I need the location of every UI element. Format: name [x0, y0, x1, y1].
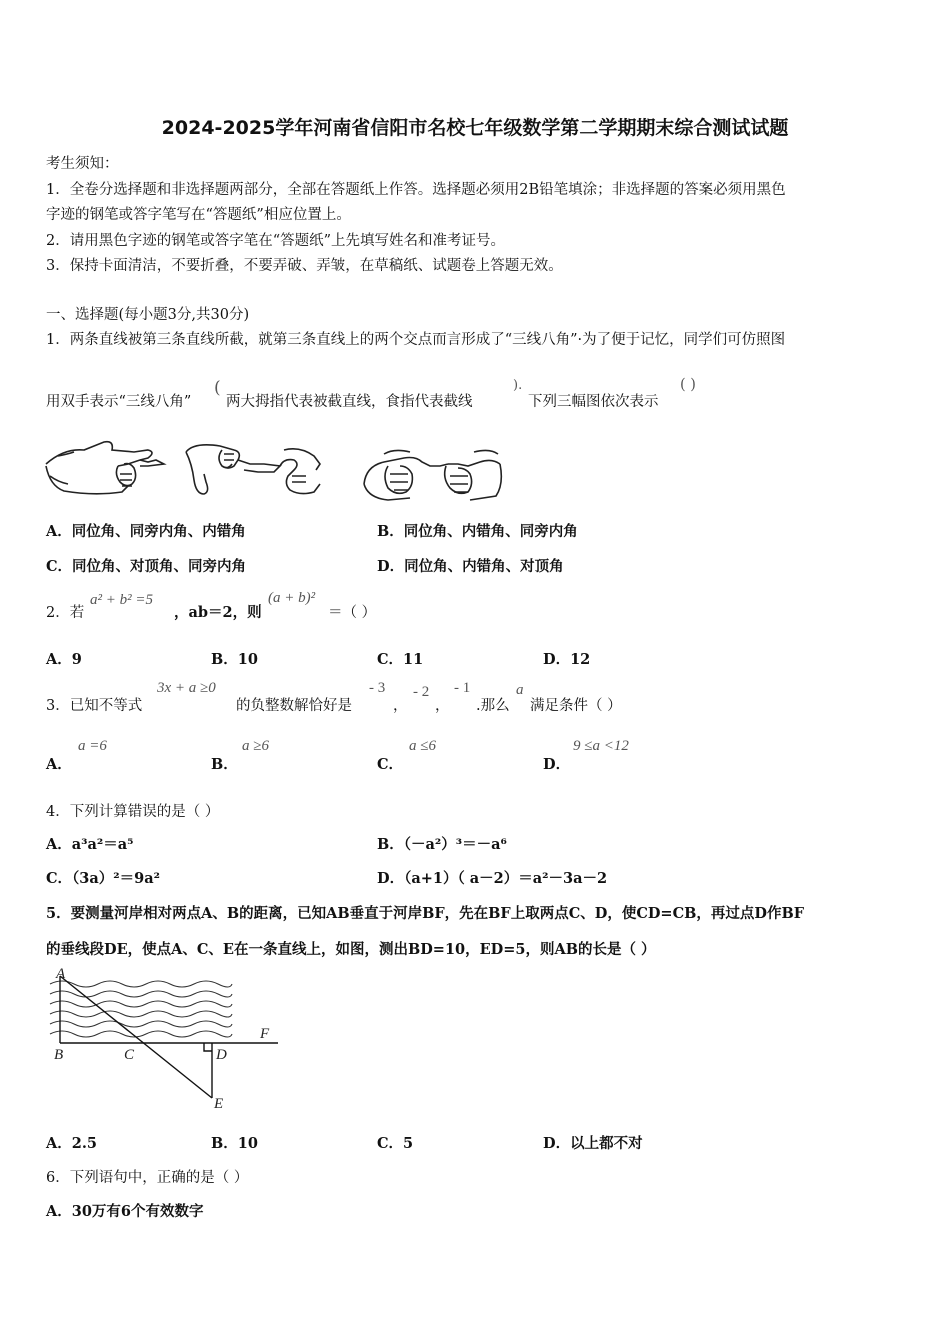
- q5-stem-line1: 5．要测量河岸相对两点A、B的距离，已知AB垂直于河岸BF，先在BF上取两点C、D，使CD=CB，再过点D作BF: [46, 905, 804, 922]
- label-e: E: [214, 1096, 224, 1112]
- q2-stem-prefix: 2．若: [46, 605, 85, 621]
- q1-stem-line1: 1．两条直线被第三条直线所截，就第三条直线上的两个交点而言形成了“三线八角”·为了便于记忆，同学们可仿照图: [46, 332, 786, 348]
- q3-option-d[interactable]: 9 ≤a <12: [573, 738, 629, 754]
- q3-comma-2: ，: [435, 698, 450, 714]
- q6-stem: 6．下列语句中，正确的是（ ）: [46, 1170, 249, 1186]
- q1-option-d[interactable]: D．同位角、内错角、对顶角: [377, 558, 564, 575]
- q2-stem-middle: ，ab＝2，则: [174, 604, 262, 621]
- q3-value-2: - 2: [413, 684, 430, 700]
- label-b: B: [54, 1047, 64, 1063]
- q1-stem-line2b: 两大拇指代表被截直线，食指代表截线: [226, 394, 473, 410]
- q3-var-a: a: [516, 682, 524, 698]
- q5-option-b[interactable]: B．10: [211, 1135, 258, 1152]
- notice-line-3: 3．保持卡面清洁，不要折叠，不要弄破、弄皱，在草稿纸、试题卷上答题无效。: [46, 258, 563, 274]
- page-title: 2024-2025学年河南省信阳市名校七年级数学第二学期期末综合测试试题: [161, 117, 789, 139]
- q5-stem-line2: 的垂线段DE，使点A、C、E在一条直线上，如图，测出BD=10，ED=5，则AB的长是（ ）: [46, 941, 656, 958]
- q2-option-d[interactable]: D．12: [543, 651, 591, 668]
- hand-figure-1: [46, 442, 164, 494]
- label-c: C: [124, 1047, 135, 1063]
- q1-option-b[interactable]: B．同位角、内错角、同旁内角: [377, 523, 578, 540]
- q1-paren-open: (: [214, 378, 221, 398]
- q3-value-1: - 3: [369, 680, 386, 696]
- q6-option-a[interactable]: A．30万有6个有效数字: [46, 1203, 204, 1220]
- q3-stem-then: .那么: [476, 698, 510, 714]
- q4-option-d[interactable]: D．（a+1）（ a－2）＝a²－3a－2: [377, 870, 608, 887]
- hand-figure-3: [364, 450, 501, 500]
- hand-figure-2: [186, 445, 320, 494]
- q4-stem: 4．下列计算错误的是（ ）: [46, 804, 220, 820]
- q4-option-c[interactable]: C．（3a）²＝9a²: [46, 870, 160, 887]
- q1-answer-blank: ( ): [680, 377, 696, 393]
- q2-option-b[interactable]: B．10: [211, 651, 258, 668]
- q3-option-b-label[interactable]: B．: [211, 756, 238, 773]
- q3-stem-middle: 的负整数解恰好是: [236, 698, 352, 714]
- label-a: A: [56, 966, 66, 982]
- q3-option-c[interactable]: a ≤6: [409, 738, 436, 754]
- q3-option-a-label[interactable]: A．: [46, 756, 72, 773]
- notice-line-2: 2．请用黑色字迹的钢笔或答字笔在“答题纸”上先填写姓名和准考证号。: [46, 233, 506, 249]
- q5-option-c[interactable]: C．5: [377, 1135, 414, 1152]
- q3-option-b[interactable]: a ≥6: [242, 738, 269, 754]
- q4-option-b[interactable]: B．（－a²）³＝－a⁶: [377, 836, 507, 853]
- q5-river-figure: [44, 964, 284, 1112]
- river-lines: [60, 976, 278, 1098]
- label-d: D: [216, 1047, 227, 1063]
- q4-option-a[interactable]: A．a³a²＝a⁵: [46, 836, 134, 853]
- q3-formula: 3x + a ≥0: [157, 680, 216, 696]
- q5-option-a[interactable]: A．2.5: [46, 1135, 97, 1152]
- q1-paren-close: ).: [513, 378, 523, 393]
- q3-comma-1: ，: [393, 698, 408, 714]
- q1-option-a[interactable]: A．同位角、同旁内角、内错角: [46, 523, 246, 540]
- notice-heading: 考生须知：: [46, 156, 119, 172]
- q2-formula-2: (a + b)²: [268, 590, 316, 606]
- q2-formula-1: a² + b² =5: [90, 592, 153, 608]
- q3-option-d-label[interactable]: D．: [543, 756, 571, 773]
- section-heading: 一、选择题(每小题3分,共30分): [46, 307, 250, 323]
- q3-stem-suffix: 满足条件（ ）: [530, 698, 622, 714]
- q1-stem-line2a: 用双手表示“三线八角”: [46, 394, 192, 410]
- notice-line-1: 1．全卷分选择题和非选择题两部分，全部在答题纸上作答。选择题必须用2B铅笔填涂；非选择题的答案必须用黑色: [46, 182, 786, 198]
- q3-stem-prefix: 3．已知不等式: [46, 698, 143, 714]
- q3-option-a[interactable]: a =6: [78, 738, 107, 754]
- notice-line-1b: 字迹的钢笔或答字笔写在“答题纸”相应位置上。: [46, 207, 351, 223]
- q2-option-c[interactable]: C．11: [377, 651, 424, 668]
- q5-option-d[interactable]: D．以上都不对: [543, 1135, 643, 1152]
- q1-hands-figure: [44, 436, 504, 502]
- q2-stem-suffix: ＝（ ）: [328, 605, 377, 621]
- q3-option-c-label[interactable]: C．: [377, 756, 404, 773]
- q2-option-a[interactable]: A．9: [46, 651, 82, 668]
- q1-option-c[interactable]: C．同位角、对顶角、同旁内角: [46, 558, 247, 575]
- label-f: F: [260, 1026, 270, 1042]
- q1-stem-line2c: 下列三幅图依次表示: [528, 394, 659, 410]
- q3-value-3: - 1: [454, 680, 471, 696]
